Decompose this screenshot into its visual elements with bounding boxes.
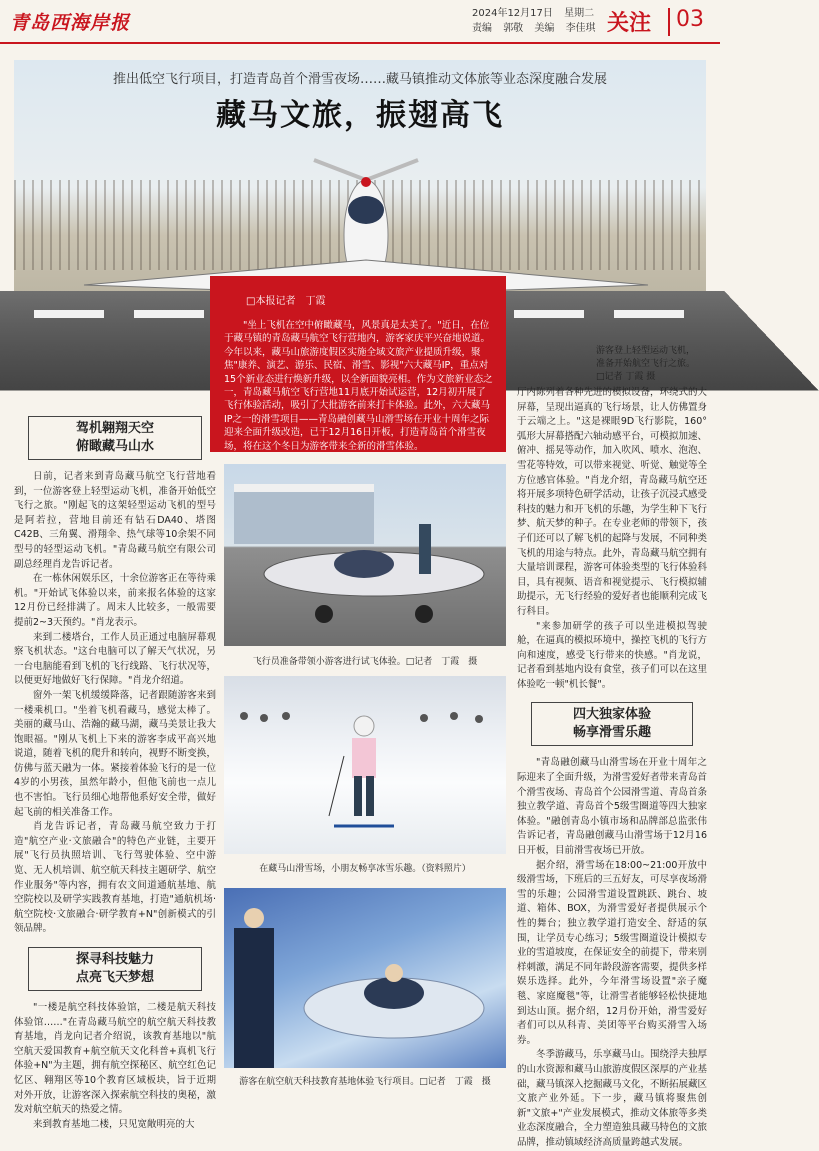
paragraph: 在一栋休闲娱乐区，十余位游客正在等待乘机。"开始试飞体验以来，前来报名体验的这家12月份已经排满了。周末人比较多，一般需要提前2~3天预约。"肖龙表示。	[14, 573, 216, 628]
hero-caption: 游客登上轻型运动飞机，准备开始航空飞行之旅。□记者 丁霞 摄	[596, 346, 696, 382]
issue-info	[472, 6, 604, 36]
paragraph: 来到二楼塔台，工作人员正通过电脑屏幕观察飞机状态。"这台电脑可以了解天气状况，另一台电脑能看到飞机的飞行线路、飞行状况等，以便更好地做好飞行保障。"肖龙介绍道。	[14, 631, 216, 687]
hero-subtitle: 推出低空飞行项目，打造青岛首个滑雪夜场……藏马镇推动文体旅等业态深度融合发展	[112, 72, 607, 87]
subhead-2-line-1: 探寻科技魅力	[75, 952, 154, 967]
simulator-photo-illustration	[224, 888, 506, 1068]
lead-box	[210, 276, 506, 452]
paragraph: "青岛融创藏马山滑雪场在开业十周年之际迎来了全面升级，为滑雪爱好者带来青岛首个滑雪夜场、青岛首个公园滑雪道、青岛首条独立教学道、青岛首个5级雪圈道等四大独家体验。"融创青岛小镇市场和品牌部总监张伟告诉记者，青岛融创藏马山滑雪场于12月16日开板，目前滑雪夜场已开放。	[517, 757, 708, 857]
subhead-1	[28, 416, 202, 460]
left-column	[14, 416, 216, 1132]
masthead	[0, 0, 720, 44]
newspaper-logo: 青岛西海岸报	[10, 12, 131, 34]
lead-byline: □本报记者 丁霞	[246, 296, 326, 307]
subhead-3-line-2: 畅享滑雪乐趣	[572, 725, 651, 741]
paragraph: "一楼是航空科技体验馆，二楼是航天科技体验馆……"在青岛藏马航空的航空航天科技教育基地，肖龙向记者介绍说，该教育基地以"航空航天爱国教育+航空航天文化科普+真机飞行体验+N"为主题，拥有航空探秘区、航空红色记忆区、翱翔区等10个教育区域板块，旨于近期对外开放，让游客深入探索航空科技的奥秘，激发对航空航天的热爱之情。	[14, 1002, 216, 1116]
photo-flight-simulator	[224, 888, 506, 1068]
designer-name: 李佳琪	[565, 23, 596, 34]
photo-caption-2: 在藏马山滑雪场，小朋友畅享冰雪乐趣。（资料照片）	[259, 864, 471, 874]
subhead-3-line-1: 四大独家体验	[572, 707, 651, 723]
photo-ski-child	[224, 676, 506, 854]
lead-text: "坐上飞机在空中俯瞰藏马，风景真是太美了。"近日，在位于藏马镇的青岛藏马航空飞行营地内，游客家庆平兴奋地说道。今年以来，藏马山旅游度假区实施全域文旅产业提质升级，聚焦"康养、演艺、游乐、民宿、滑雪、影视"六大藏马IP，重点对15个新业态进行焕新升级，以全新面貌亮相。作为文旅新业态之一，青岛藏马航空飞行营地11月底开始试运营，12月初开展了飞行体验活动，吸引了大批游客前来打卡体验。此外，六大藏马IP之一的滑雪项目——青岛融创藏马山滑雪场在开业十周年之际迎来全面升级改造，已于12月16日开板，打造青岛首个滑雪夜场，将在这个冬日为游客带来全新的滑雪体验。	[224, 320, 493, 452]
subhead-1-line-2: 俯瞰藏马山水	[75, 439, 154, 454]
paragraph: 厅内陈列着各种先进的模拟设备，环绕式的大屏幕，呈现出逼真的飞行场景，让人仿佛置身于云端之上。"这是裸眼9D飞行影院，160°弧形大屏幕搭配六轴动感平台，可模拟加速、俯冲、摇晃等动作，加入吹风、喷水、泡泡、雪花等特效，可以带来视觉、听觉、触觉等全方位感官体验。"肖龙介绍，青岛藏马航空还将开展多项特色研学活动，让孩子沉浸式感受科技的魅力和开飞机的乐趣，为学生种下飞行梦、航天梦的种子。在专业老师的带领下，孩子们还可以了解飞机的起降与发展，不同种类飞机的用途与特点。此外，青岛藏马航空拥有大量培训课程，游客可体验类型的飞行体验科目，具有视频、语音和视觉提示、飞行模拟辅助提示，无飞行经验的爱好者也能顺利完成飞行科目。	[517, 387, 708, 617]
subhead-2-line-2: 点亮飞天梦想	[75, 970, 154, 985]
section-name: 关注	[607, 11, 652, 36]
subhead-3	[531, 702, 693, 746]
paragraph: 肖龙告诉记者，青岛藏马航空致力于打造"航空产业·文旅融合"的特色产业链，主要开展"飞行员执照培训、飞行驾驶体验、空中游览、无人机培训、航空航天科技主题研学、航空作业服务"等内容，拥有农文间道通航基地、航空院校以及研学实践教育基地，打造"通航机场·航空院校·文旅融合·研学教育+N"创新模式的引领品牌。	[14, 821, 216, 935]
plane-photo-illustration	[224, 464, 506, 646]
issue-weekday: 星期二	[564, 8, 595, 19]
paragraph: 据介绍，滑雪场在18:00~21:00开放中级滑雪场，下班后的三五好友，可尽享夜场滑雪的乐趣；公园滑雪道设置跳跃、跳台、坡道、箱体、BOX，为滑雪爱好者提供展示个性的舞台；独立教学道打造安全、舒适的氛围，让学员专心练习；5级雪圈道设计模拟专业的雪道坡度，在保证安全的前提下，带来别样刺激，满足不同年龄段游客需要，提供多样娱乐选择。此外，今年滑雪场设置"亲子魔毯、家庭魔毯"等，让滑雪者能够轻松快捷地到达山顶。据介绍，12月份开始，滑雪爱好者们可以从科青、美团等平台购买滑雪入场券。	[517, 859, 708, 1046]
paragraph: "来参加研学的孩子可以坐进模拟驾驶舱，在逼真的模拟环境中，操控飞机的飞行方向和速度，感受飞行带来的快感。"肖龙说，记者看到基地内设有食堂，孩子们可以在这里体验吃一顿"机长餐"。	[517, 620, 708, 690]
editor-name: 郭敬	[503, 23, 524, 34]
masthead-divider	[668, 8, 670, 36]
subhead-1-line-1: 驾机翱翔天空	[75, 421, 154, 436]
designer-label: 美编	[534, 23, 555, 34]
issue-date: 2024年12月17日	[472, 8, 553, 19]
photo-caption-3: 游客在航空航天科技教育基地体验飞行项目。□记者 丁霞 摄	[239, 1077, 491, 1087]
paragraph: 冬季游藏马，乐享藏马山。围绕浮夫独厚的山水资源和藏马山旅游度假区深厚的产业基础，藏马镇深入挖掘藏马文化，不断拓展藏区文旅产业外延。下一步，藏马镇将聚焦创新"文旅+"产业发展模式，推动文体旅等多类业态深度融合，全力塑造独具藏马特色的文旅品牌，推动镇域经济高质量跨越式发展。	[517, 1049, 708, 1148]
paragraph: 日前，记者来到青岛藏马航空飞行营地看到，一位游客登上轻型运动飞机，准备开始低空飞行之旅。"刚起飞的这架轻型运动飞机的型号是阿若拉，营地目前还有钻石DA40、塔图C42B、三角翼、滑翔伞、热气球等10余架不同型号的轻型运动飞机。"青岛藏马航空有限公司副总经理肖龙告诉记者。	[14, 471, 216, 570]
paragraph: 窗外一架飞机缓缓降落，记者跟随游客来到一楼乘机口。"坐着飞机看藏马，感觉太棒了。美丽的藏马山、浩瀚的藏马湖，藏马美景让我大饱眼福。"刚从飞机上下来的游客李成平高兴地说道，随着飞机的爬升和转向，视野不断变换，仿佛与蓝天融为一体。紧接着体验飞行的是一位4岁的小男孩，虽然年龄小，但他飞前也一点儿也不害怕。飞行员细心地帮他系好安全带，做好起飞前的相关准备工作。	[14, 689, 216, 818]
photo-pilot-and-plane	[224, 464, 506, 646]
photo-caption-1: 飞行员准备带领小游客进行试飞体验。□记者 丁霞 摄	[252, 657, 478, 667]
ski-photo-illustration	[224, 676, 506, 854]
hero-headline: 藏马文旅，振翅高飞	[216, 98, 504, 133]
editor-label: 责编	[472, 23, 492, 34]
paragraph: 来到教育基地二楼，只见宽敞明亮的大	[33, 1118, 195, 1130]
page-number: 03	[676, 7, 704, 32]
right-column	[517, 386, 707, 1151]
subhead-2	[28, 947, 202, 991]
